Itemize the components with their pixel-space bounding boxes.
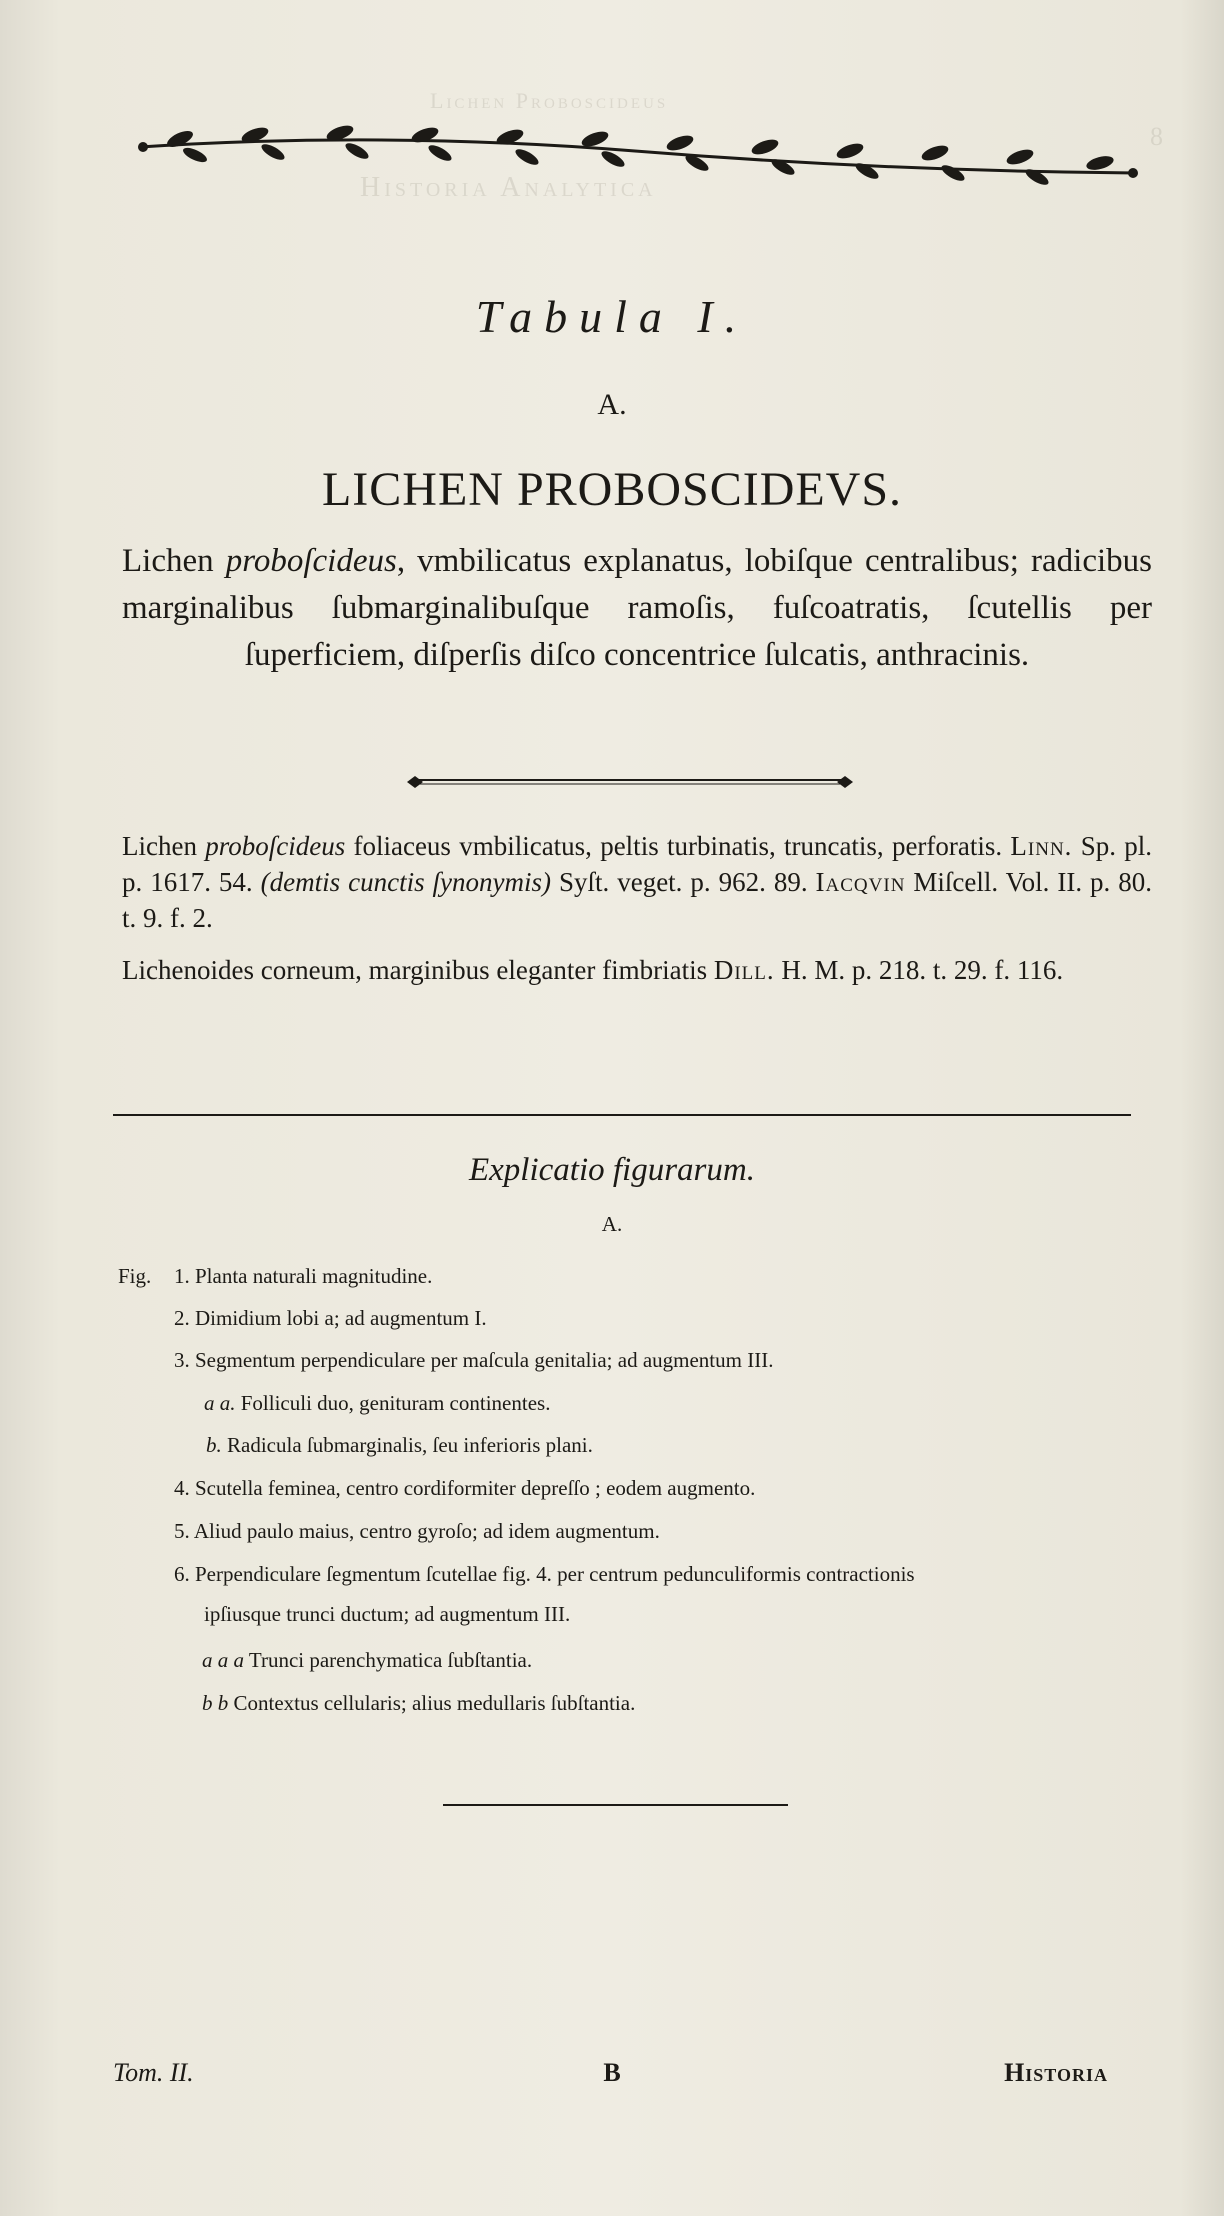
fig-item-4 [174, 1474, 755, 1502]
synonym2-text-a: Lichenoides corneum, marginibus eleganter fimbriatis [122, 955, 714, 985]
synonym-dillenius [122, 952, 1152, 988]
bleed-through-subheader: Historia Analytica [360, 172, 657, 203]
synonym-text-b: Sp. pl. p. 1617. 54. [122, 831, 1152, 897]
fig-text: Segmentum perpendiculare per maſcula genitalia; ad augmentum III. [195, 1348, 774, 1372]
synonym-linnaeus [122, 828, 1152, 936]
closing-rule [443, 1804, 788, 1806]
fig-text: Folliculi duo, genituram continentes. [240, 1391, 551, 1415]
vine-ornament-icon [135, 125, 1140, 195]
fig-item-aa [204, 1389, 550, 1417]
fig-item-aaa [202, 1646, 532, 1674]
explicatio-heading: Explicatio figurarum. [469, 1152, 755, 1188]
diagnosis-lead: Lichen [122, 543, 226, 579]
fig-item-bb [202, 1689, 635, 1717]
synonym-lead: Lichen [122, 831, 206, 861]
explicatio-letter: A. [601, 1212, 623, 1236]
fig-item-1 [174, 1262, 432, 1290]
section-rule [113, 1114, 1131, 1116]
synonym-text-d: Miſcell. Vol. II. p. 80. t. 9. f. 2. [122, 867, 1153, 933]
fig-item-5 [174, 1517, 660, 1545]
bleed-through-header: Lichen Proboscideus [430, 88, 669, 113]
fig-text: Perpendiculare ſegmentum ſcutellae fig. 4. per centrum pedunculiformis contractionis [195, 1562, 915, 1586]
fig-num: 2. [174, 1306, 190, 1330]
fig-num: 3. [174, 1348, 190, 1372]
fig-text: Planta naturali magnitudine. [195, 1264, 433, 1288]
plate-letter: A. [597, 388, 627, 421]
author-linnaeus: Linn. [1010, 831, 1073, 861]
fig-prefix: Fig. [118, 1264, 152, 1288]
fig-num: a a. [204, 1391, 236, 1415]
catchword: Historia [1004, 2058, 1108, 2087]
fig-text: Dimidium lobi a; ad augmentum I. [195, 1306, 487, 1330]
volume-label: Tom. II. [113, 2058, 194, 2087]
fig-item-3 [174, 1346, 773, 1374]
fig-num: b b [202, 1691, 229, 1715]
fig-text: ipſiusque trunci ductum; ad augmentum III. [204, 1602, 571, 1626]
fig-text: Contextus cellularis; alius medullaris ſubſtantia. [233, 1691, 636, 1715]
fig-text: Aliud paulo maius, centro gyroſo; ad idem augmentum. [193, 1519, 660, 1543]
species-diagnosis [122, 538, 1152, 679]
fig-item-6-cont [204, 1600, 570, 1628]
fig-num: 1. [174, 1264, 190, 1288]
fig-item-6 [174, 1560, 915, 1588]
fig-item-b [206, 1431, 593, 1459]
synonym-epithet: proboſcideus [205, 831, 346, 861]
fig-num: b. [206, 1433, 222, 1457]
fig-text: Scutella feminea, centro cordiformiter depreſſo ; eodem augmento. [195, 1476, 756, 1500]
diagnosis-text: , vmbilicatus explanatus, lobiſque centralibus; radicibus marginalibus ſubmarginalibuſque ramoſis, fuſcoatratis, ſcutellis per ſuperficiem, diſperſis diſco concentrice ſulcatis, anthracinis. [122, 543, 1152, 673]
fig-num: 5. [174, 1519, 190, 1543]
fig-text: Radicula ſubmarginalis, ſeu inferioris plani. [227, 1433, 593, 1457]
diagnosis-epithet: proboſcideus [225, 543, 397, 579]
species-name: LICHEN PROBOSCIDEVS. [321, 463, 903, 516]
ornamental-divider-icon [405, 772, 855, 792]
synonym2-text-b: H. M. p. 218. t. 29. f. 116. [774, 955, 1064, 985]
bleed-through-page-number: 8 [1150, 122, 1163, 151]
signature-mark: B [603, 2058, 621, 2087]
plate-title: Tabula I. [475, 291, 749, 342]
author-dillenius: Dill. [713, 955, 775, 985]
fig-num: 4. [174, 1476, 190, 1500]
fig-num: 6. [174, 1562, 190, 1586]
fig-text: Trunci parenchymatica ſubſtantia. [248, 1648, 533, 1672]
author-jacquin: Iacqvin [815, 867, 906, 897]
synonym-text-c: Syſt. veget. p. 962. 89. [551, 867, 816, 897]
fig-num: a a a [202, 1648, 244, 1672]
synonym-note: (demtis cunctis ſynonymis) [260, 867, 552, 897]
fig-item-2 [174, 1304, 487, 1332]
synonym-text-a: foliaceus vmbilicatus, peltis turbinatis, truncatis, perforatis. [345, 831, 1011, 861]
